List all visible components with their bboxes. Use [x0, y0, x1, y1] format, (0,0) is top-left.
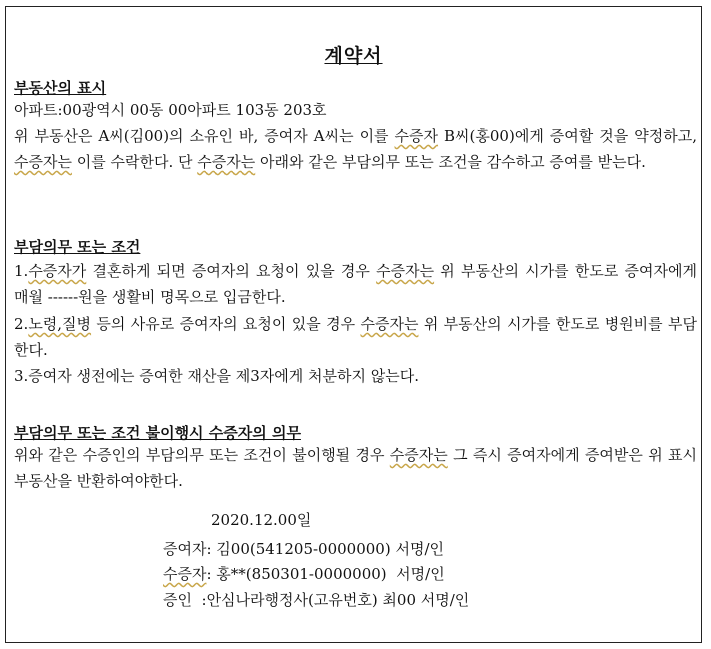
condition-2: 2.노령,질병 등의 사유로 증여자의 요청이 있을 경우 수증자는 위 부동산의 시가를 한도로 병원비를 부담한다.	[14, 315, 697, 359]
condition-1: 1.수증자가 결혼하게 되면 증여자의 요청이 있을 경우 수증자는 위 부동산의 시가를 한도로 증여자에게 매월 ------원을 생활비 명목으로 입금한다.	[14, 262, 697, 306]
contract-date: 2020.12.00일	[211, 511, 312, 529]
donor-signature-line: 증여자: 김00(541205-0000000) 서명/인	[163, 540, 444, 558]
recipient-signature-line: 수증자: 홍**(850301-0000000) 서명/인	[163, 565, 445, 583]
conditions-heading: 부담의무 또는 조건	[14, 238, 141, 256]
property-heading: 부동산의 표시	[14, 79, 107, 97]
document-title: 계약서	[324, 45, 383, 67]
contract-document	[5, 6, 702, 643]
witness-signature-line: 증인 :안심나라행정사(고유번호) 최00 서명/인	[163, 591, 470, 609]
breach-heading: 부담의무 또는 조건 불이행시 수증자의 의무	[14, 424, 301, 442]
property-description: 위 부동산은 A씨(김00)의 소유인 바, 증여자 A씨는 이를 수증자 B씨(홍00)에게 증여할 것을 약정하고, 수증자는 이를 수락한다. 단 수증자는 아래와 같은 부담의무 또는 조건을 감수하고 증여를 받는다.	[14, 127, 697, 171]
condition-3: 3.증여자 생전에는 증여한 재산을 제3자에게 처분하지 않는다.	[14, 367, 419, 385]
breach-description: 위와 같은 수증인의 부담의무 또는 조건이 불이행될 경우 수증자는 그 즉시 증여자에게 증여받은 위 표시 부동산을 반환하여야한다.	[14, 446, 698, 490]
property-address: 아파트:00광역시 00동 00아파트 103동 203호	[14, 101, 327, 119]
